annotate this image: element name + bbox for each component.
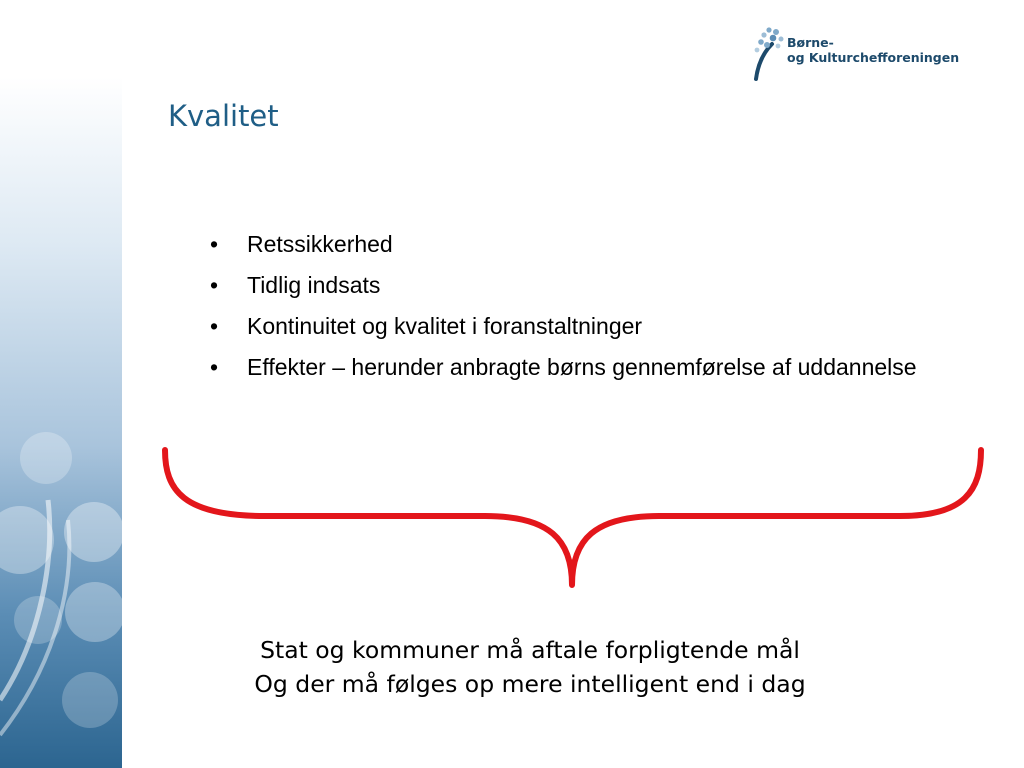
organization-logo [752,26,962,82]
bullet-list [210,228,970,392]
slide-title: Kvalitet [168,99,279,133]
curly-brace-icon [155,440,995,595]
organization-name-line-2: og Kulturchefforeningen [787,50,960,65]
bullet-text: Tidlig indsats [247,272,381,298]
bullet-item [210,310,970,342]
conclusion-text [150,633,910,701]
conclusion-line-2: Og der må følges op mere intelligent end i dag [254,670,806,698]
bullet-text: Retssikkerhed [247,231,393,257]
organization-name [787,35,959,65]
conclusion-line-1: Stat og kommuner må aftale forpligtende mål [260,636,800,664]
dotted-figure-logo-icon [752,26,786,82]
decorative-side-panel [0,0,122,768]
bullet-item [210,228,970,260]
bullet-marker: • [210,272,219,298]
bullet-marker: • [210,354,219,380]
bullet-marker: • [210,231,219,257]
bullet-item [210,351,970,383]
bullet-item [210,269,970,301]
organization-name-line-1: Børne- [787,35,834,50]
bullet-marker: • [210,313,219,339]
bullet-text: Kontinuitet og kvalitet i foranstaltninger [247,313,643,339]
bullet-text: Effekter – herunder anbragte børns gennemførelse af uddannelse [247,354,917,380]
